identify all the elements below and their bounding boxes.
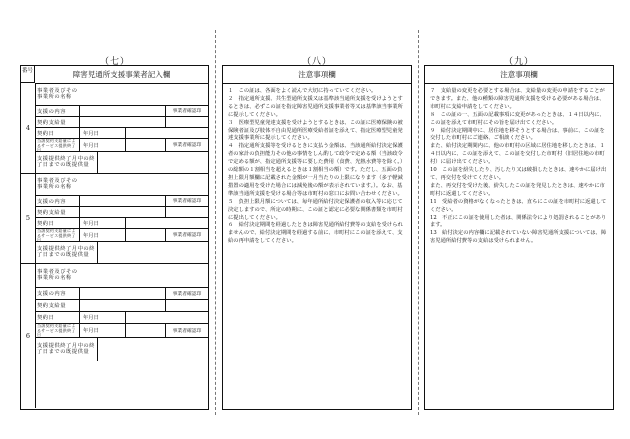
record-number: 4	[21, 83, 36, 173]
page-title-middle: （八）	[301, 57, 332, 67]
record-block-4	[21, 83, 208, 174]
label-support-content: 支援の内容	[37, 198, 66, 205]
label-provider-name: 事業者及びその事業所の名称	[37, 87, 78, 100]
record-block-6	[21, 263, 208, 408]
row-provided-amount	[35, 337, 208, 361]
label-provided-amount: 支援提供終了月中の終了日までの既提供量	[37, 342, 95, 355]
date-year-month-day: 年月日	[83, 220, 99, 227]
row-provided-amount	[35, 151, 208, 173]
record-number: 5	[21, 173, 36, 263]
note-paragraph: １ この証は、各面をよく読んで大切に持っていてください。	[228, 88, 377, 94]
note-paragraph: また、給付決定期間内に、他の市町村の区域に居住地を移したときは、１４日以内に、この証を添えて、この証を交付した市町村（旧居住地の市町村）に届け出てください。	[430, 143, 605, 166]
row-provider-name	[35, 83, 208, 106]
note-paragraph: 11 受給者の資格がなくなったときは、直ちにこの証を市町村に返還してください。	[430, 198, 607, 213]
confirm-stamp: 事業者確認印	[165, 195, 208, 206]
notes-panel-middle	[222, 65, 412, 410]
label-contract-date: 契約日	[37, 220, 55, 227]
note-paragraph: ５ 負担上限月額については、毎年通所給付決定保護者の収入等に応じて決定しますので、所定の時期に、この証と認定に必要な関係書類を市町村に提出してください。	[228, 198, 403, 221]
label-support-content: 支援の内容	[37, 108, 66, 115]
note-paragraph: 13 給付決定の内容欄に記載されていない障害児通所支援については、障害児通所給付費等の支給は受けられません。	[430, 230, 607, 245]
row-service-end	[35, 138, 208, 152]
label-contract-amount: 契約支給量	[37, 209, 66, 216]
page-title-left: （七）	[99, 57, 130, 67]
confirm-stamp: 事業者確認印	[165, 287, 208, 299]
note-paragraph: ７ 支給量の変更を必要とする場合は、支給量の変更の申請をすることができます。また、他の種類の障害児通所支援を受ける必要がある場合は、市町村に支給申請をしてください。	[430, 88, 605, 110]
label-provider-name: 事業者及びその事業所の名称	[37, 268, 78, 281]
row-provided-amount	[35, 241, 208, 263]
confirm-stamp-blank	[165, 116, 208, 127]
label-service-end: 当該契約支給量によるサービス提供終了日	[37, 323, 76, 338]
note-paragraph: ６ 給付決定期間を経過したときは障害児通所給付費等の支給を受けられませんので、給付決定期間を経過する前に、市町村にこの証を添えて、支給の再申請をしてください。	[228, 222, 403, 245]
date-year-month-day: 年月日	[83, 142, 99, 149]
seq-header: 番号	[21, 66, 35, 83]
confirm-stamp-blank	[165, 206, 208, 217]
label-support-content: 支援の内容	[37, 291, 66, 297]
date-year-month-day: 年月日	[83, 130, 99, 137]
label-provider-name: 事業者及びその事業所の名称	[37, 177, 78, 190]
confirm-stamp-blank	[165, 299, 208, 311]
label-contract-amount: 契約支給量	[37, 119, 66, 126]
record-number: 6	[21, 263, 36, 408]
note-paragraph: ２ 指定通所支援、共生型通所支援又は基準該当通所支援を受けようとするときは、必ずこの証を指定障害児通所支援事業者等又は基準該当事業所に提示してください。	[228, 95, 403, 118]
label-service-end: 当該契約支給量によるサービス提供終了日	[37, 138, 76, 153]
record-block-5	[21, 173, 208, 264]
notes-panel-right	[424, 65, 614, 410]
note-paragraph: ８ この証の一、五面の記載事項に変更があったときは、１４日以内に、この証を添えて市町村にその旨を届け出てください。	[430, 111, 605, 126]
date-year-month-day: 年月日	[83, 315, 99, 321]
note-paragraph: ９ 給付決定期間中に、居住地を移そうとする場合は、事前に、この証を交付した市町村にご連絡、ご相談ください。	[430, 127, 605, 142]
confirm-stamp: 事業者確認印	[165, 105, 208, 116]
confirm-stamp: 事業者確認印	[165, 138, 208, 151]
divider-right	[418, 30, 419, 415]
notes-body	[430, 88, 608, 246]
table-header: 障害児通所支援事業者記入欄	[35, 66, 208, 84]
date-year-month-day: 年月日	[83, 328, 99, 334]
label-service-end: 当該契約支給量によるサービス提供終了日	[37, 228, 76, 243]
note-paragraph: また、再交付を受けた後、紛失したこの証を発見したときは、速やかに市町村に返還してください。	[430, 182, 605, 197]
label-contract-amount: 契約支給量	[37, 303, 66, 309]
registration-table	[20, 65, 209, 410]
page-title-right: （九）	[503, 57, 534, 67]
notes-body	[228, 88, 406, 246]
row-provider-name	[35, 173, 208, 196]
note-paragraph: ４ 指定通所支援等を受けるときに支払う金額は、当該通所給付決定保護者の家計の負担能力その他の事情をしん酌して政令で定める額（当該政令で定める額が、指定通所支援等に要した費用（食費、光熱水費等を除く。）の総額の１割相当を超えるときは１割相当の額）です。ただし、五面の負担上限月額欄に記載された金額が一月当たりの上限になります（多子軽減措置の適用を受けた場合には減免後の額が表示されています。）。なお、基準該当通所支援を受ける場合等は市町村の窓口にお問い合わせください。	[228, 143, 406, 197]
row-provider-name	[35, 263, 208, 288]
confirm-stamp: 事業者確認印	[165, 228, 208, 241]
confirm-stamp: 事業者確認印	[165, 323, 208, 337]
note-paragraph: 12 不正にこの証を使用した者は、関係法令により処罰されることがあります。	[430, 214, 607, 229]
label-contract-date: 契約日	[37, 315, 55, 321]
row-service-end	[35, 228, 208, 242]
label-provided-amount: 支援提供終了月中の終了日までの既提供量	[37, 245, 95, 258]
note-paragraph: ３ 医療型児童発達支援を受けようとするときは、この証に医療保険の被保険者証及び肢体不自由児通所医療受給者証を添えて、指定医療型児童発達支援事業所に提示してください。	[228, 119, 403, 142]
date-year-month-day: 年月日	[83, 232, 99, 239]
label-contract-date: 契約日	[37, 130, 55, 137]
notes-header: 注意事項欄	[223, 66, 411, 84]
divider-left	[215, 30, 216, 415]
row-service-end	[35, 323, 208, 338]
label-provided-amount: 支援提供終了月中の終了日までの既提供量	[37, 155, 95, 168]
notes-header: 注意事項欄	[425, 66, 613, 84]
note-paragraph: 10 この証を紛失したり、汚したり又は破損したときは、速やかに届け出て、再交付を受けてください。	[430, 167, 607, 181]
